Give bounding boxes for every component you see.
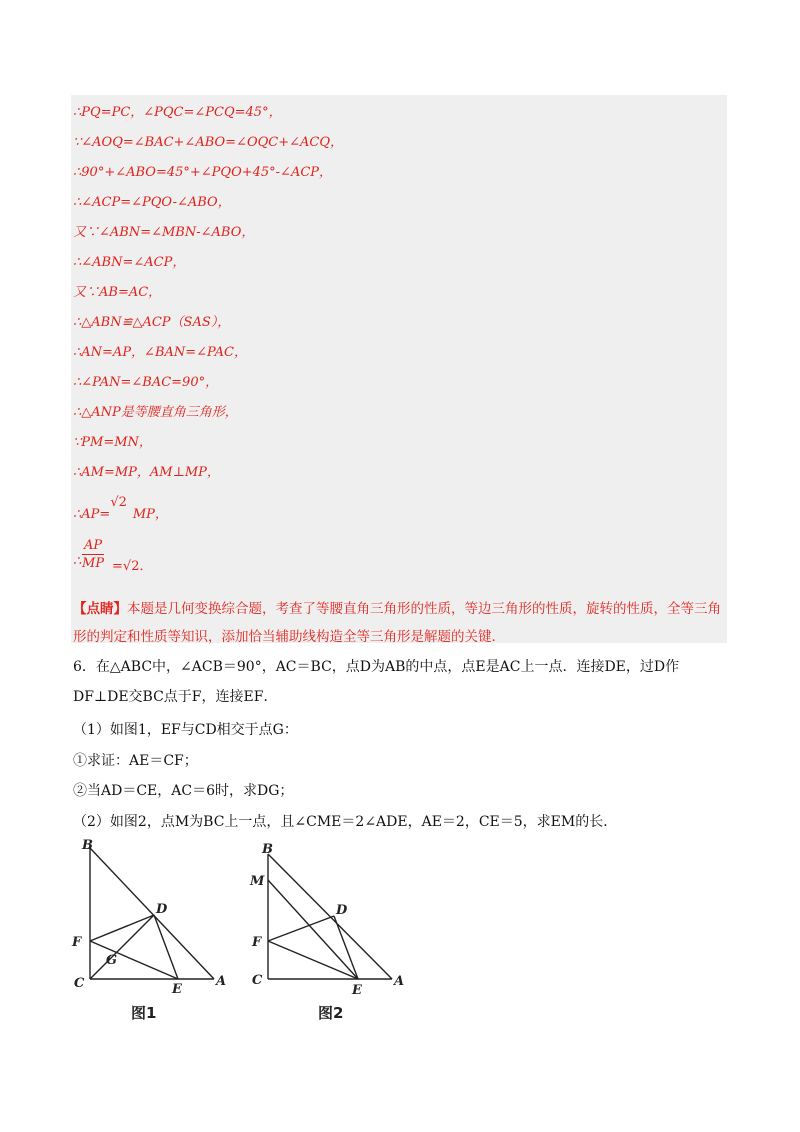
fig2-label-M: M — [250, 874, 265, 889]
solution-line-5: 又∵∠ABN=∠MBN-∠ABO， — [73, 225, 255, 240]
fig1-label-F: F — [72, 935, 82, 950]
ratio-root: √2 — [122, 559, 140, 574]
figure-1 — [70, 838, 240, 998]
solution-line-11: ∴△ANP是等腰直角三角形， — [73, 405, 238, 420]
problem-q1a: ①求证：AE＝CF； — [73, 753, 198, 769]
solution-line-7: 又∵AB=AC， — [73, 285, 162, 300]
ap-prefix: ∴AP= — [73, 507, 111, 522]
fig1-label-A: A — [216, 974, 227, 989]
fig1-label-G: G — [106, 953, 118, 968]
fig2-label-C: C — [252, 973, 263, 988]
solution-line-8: ∴△ABN≌△ACP（SAS）， — [73, 315, 231, 330]
solution-line-3: ∴90°+∠ABO=45°+∠PQO+45°-∠ACP， — [73, 165, 333, 180]
fig2-label-A: A — [394, 974, 405, 989]
solution-line-2: ∵∠AOQ=∠BAC+∠ABO=∠OQC+∠ACQ， — [73, 135, 343, 150]
problem-line-1: 6．在△ABC中，∠ACB＝90°，AC＝BC，点D为AB的中点，点E是AC上一点．连接DE，过D作 — [73, 659, 680, 675]
figure-2 — [248, 838, 418, 998]
fig1-label-B: B — [82, 838, 93, 853]
problem-q1b: ②当AD＝CE，AC＝6时，求DG； — [73, 783, 294, 799]
solution-line-12: ∵PM=MN， — [73, 435, 152, 450]
solution-line-4: ∴∠ACP=∠PQO-∠ABO， — [73, 195, 231, 210]
ratio-end: ． — [139, 559, 153, 574]
comment-tag: 【点睛】 — [73, 601, 127, 617]
ratio-fraction — [82, 538, 104, 573]
solution-line-10: ∴∠PAN=∠BAC=90°， — [73, 375, 219, 390]
ratio-equals: = — [112, 559, 123, 574]
problem-line-2: DF⊥DE交BC点于F，连接EF． — [73, 689, 278, 705]
ap-root: √2 — [110, 495, 127, 510]
solution-ap-line — [73, 495, 168, 522]
fig2-label-D: D — [336, 903, 348, 918]
fig1-label-D: D — [156, 902, 168, 917]
comment-block — [73, 595, 723, 651]
ratio-denominator: MP — [82, 556, 105, 571]
figure-1-caption: 图1 — [131, 1004, 157, 1022]
solution-line-9: ∴AN=AP，∠BAN=∠PAC， — [73, 345, 247, 360]
fig2-label-E: E — [352, 983, 362, 998]
fig2-label-B: B — [262, 842, 273, 857]
solution-line-13: ∴AM=MP，AM⊥MP， — [73, 465, 220, 480]
fig1-label-E: E — [172, 982, 182, 997]
solution-line-6: ∴∠ABN=∠ACP， — [73, 255, 186, 270]
ratio-prefix: ∴ — [73, 554, 82, 569]
solution-line-1: ∴PQ=PC，∠PQC=∠PCQ=45°， — [73, 105, 282, 120]
fig2-label-F: F — [252, 935, 262, 950]
fig1-label-C: C — [74, 976, 85, 991]
ratio-tail — [112, 555, 152, 574]
problem-q2: （2）如图2，点M为BC上一点，且∠CME＝2∠ADE，AE＝2，CE＝5，求EM的长． — [73, 814, 618, 830]
ap-suffix: MP， — [132, 507, 168, 522]
ratio-numerator: AP — [84, 538, 103, 553]
problem-q1: （1）如图1，EF与CD相交于点G： — [73, 722, 298, 738]
figure-2-caption: 图2 — [318, 1004, 344, 1022]
comment-text: 本题是几何变换综合题，考查了等腰直角三角形的性质，等边三角形的性质，旋转的性质，全等三角形的判定和性质等知识，添加恰当辅助线构造全等三角形是解题的关键． — [73, 601, 721, 645]
